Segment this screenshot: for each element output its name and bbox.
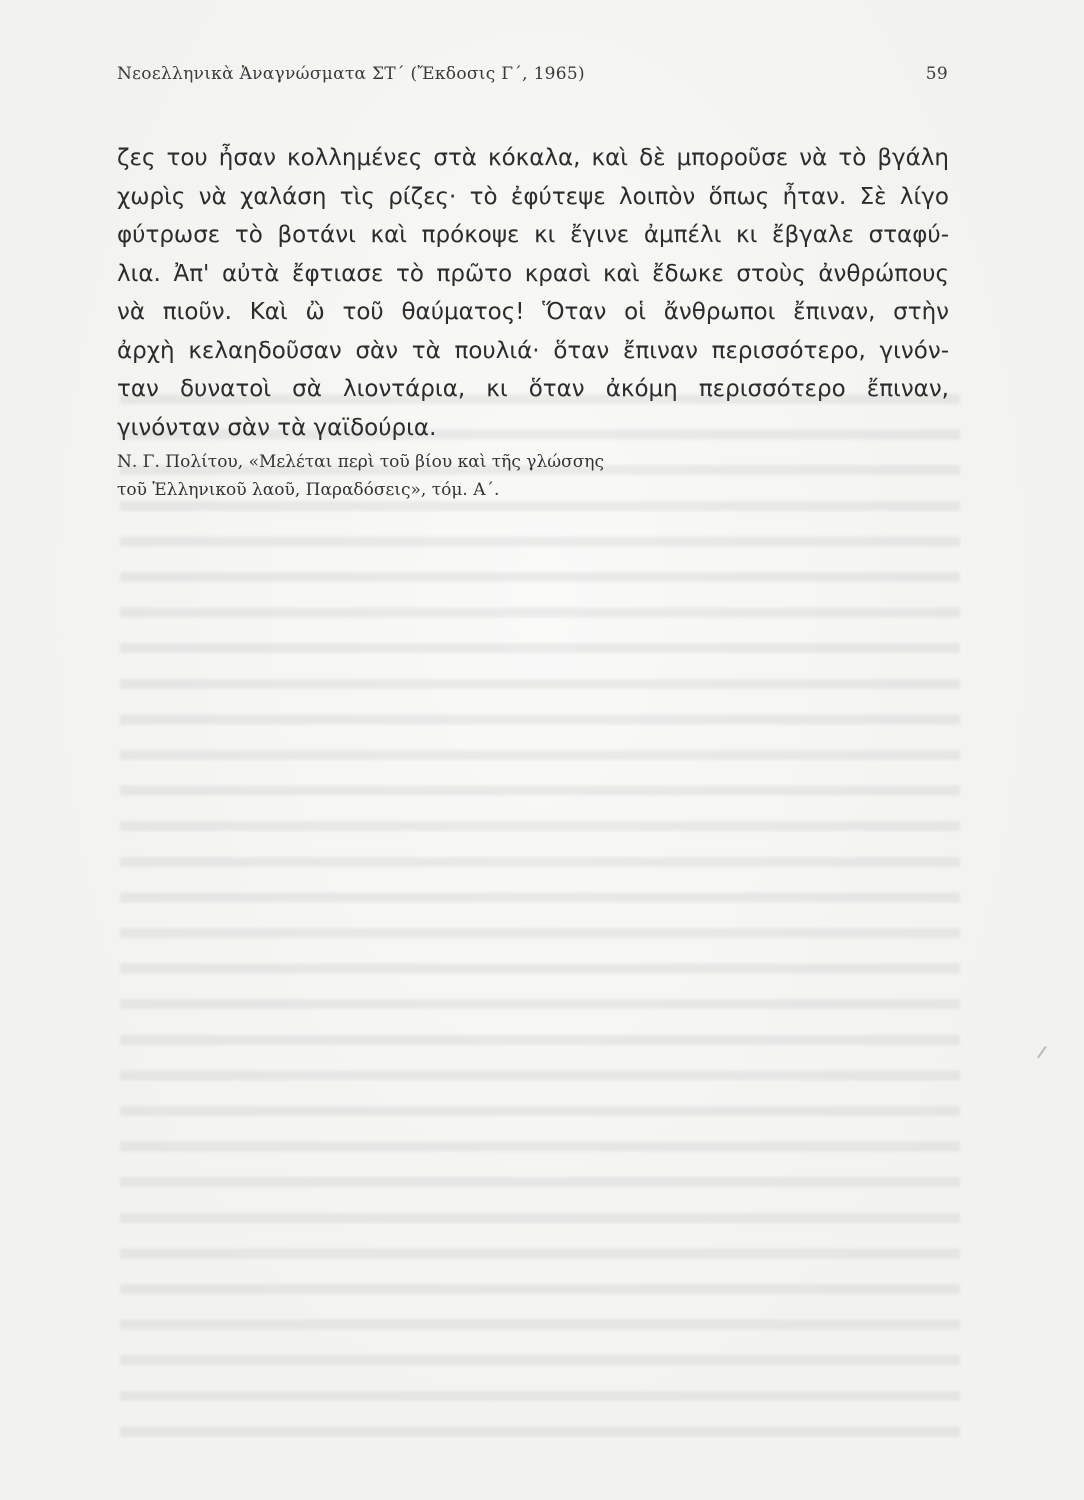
paragraph-line: ταν δυνατοὶ σὰ λιοντάρια, κι ὅταν ἀκόμη περισσότερο ἔπιναν, (117, 376, 949, 402)
citation-line: Ν. Γ. Πολίτου, «Μελέται περὶ τοῦ βίου καὶ τῆς γλώσσης (117, 452, 605, 472)
paragraph-line: χωρὶς νὰ χαλάση τὶς ρίζες· τὸ ἐφύτεψε λοιπὸν ὅπως ἦταν. Σὲ λίγο (117, 183, 949, 210)
paragraph-line: ζες του ἦσαν κολλημένες στὰ κόκαλα, καὶ δὲ μποροῦσε νὰ τὸ βγάλη (117, 145, 949, 171)
paragraph-line: φύτρωσε τὸ βοτάνι καὶ πρόκοψε κι ἔγινε ἀμπέλι κι ἔβγαλε σταφύ- (117, 222, 949, 248)
paragraph-line: γινόνταν σὰν τὰ γαϊδούρια. (117, 414, 437, 441)
source-citation (117, 448, 717, 504)
paragraph-line: λια. Ἀπ' αὐτὰ ἔφτιασε τὸ πρῶτο κρασὶ καὶ ἔδωκε στοὺς ἀνθρώπους (117, 260, 949, 287)
citation-line: τοῦ Ἑλληνικοῦ λαοῦ, Παραδόσεις», τόμ. Α΄. (117, 480, 500, 500)
running-header (117, 64, 948, 94)
reverse-side-bleed-through (120, 380, 960, 1450)
pencil-mark (1037, 1046, 1055, 1064)
paragraph-line: νὰ πιοῦν. Καὶ ὢ τοῦ θαύματος! Ὅταν οἱ ἄνθρωποι ἔπιναν, στὴν (117, 299, 949, 325)
running-title: Νεοελληνικὰ Ἀναγνώσματα ΣΤ΄ (Ἔκδοσις Γ΄, 1965) (117, 64, 585, 84)
main-paragraph (117, 139, 949, 447)
page-number: 59 (925, 64, 948, 84)
paragraph-line: ἀρχὴ κελαηδοῦσαν σὰν τὰ πουλιά· ὅταν ἔπιναν περισσότερο, γινόν- (117, 337, 949, 364)
